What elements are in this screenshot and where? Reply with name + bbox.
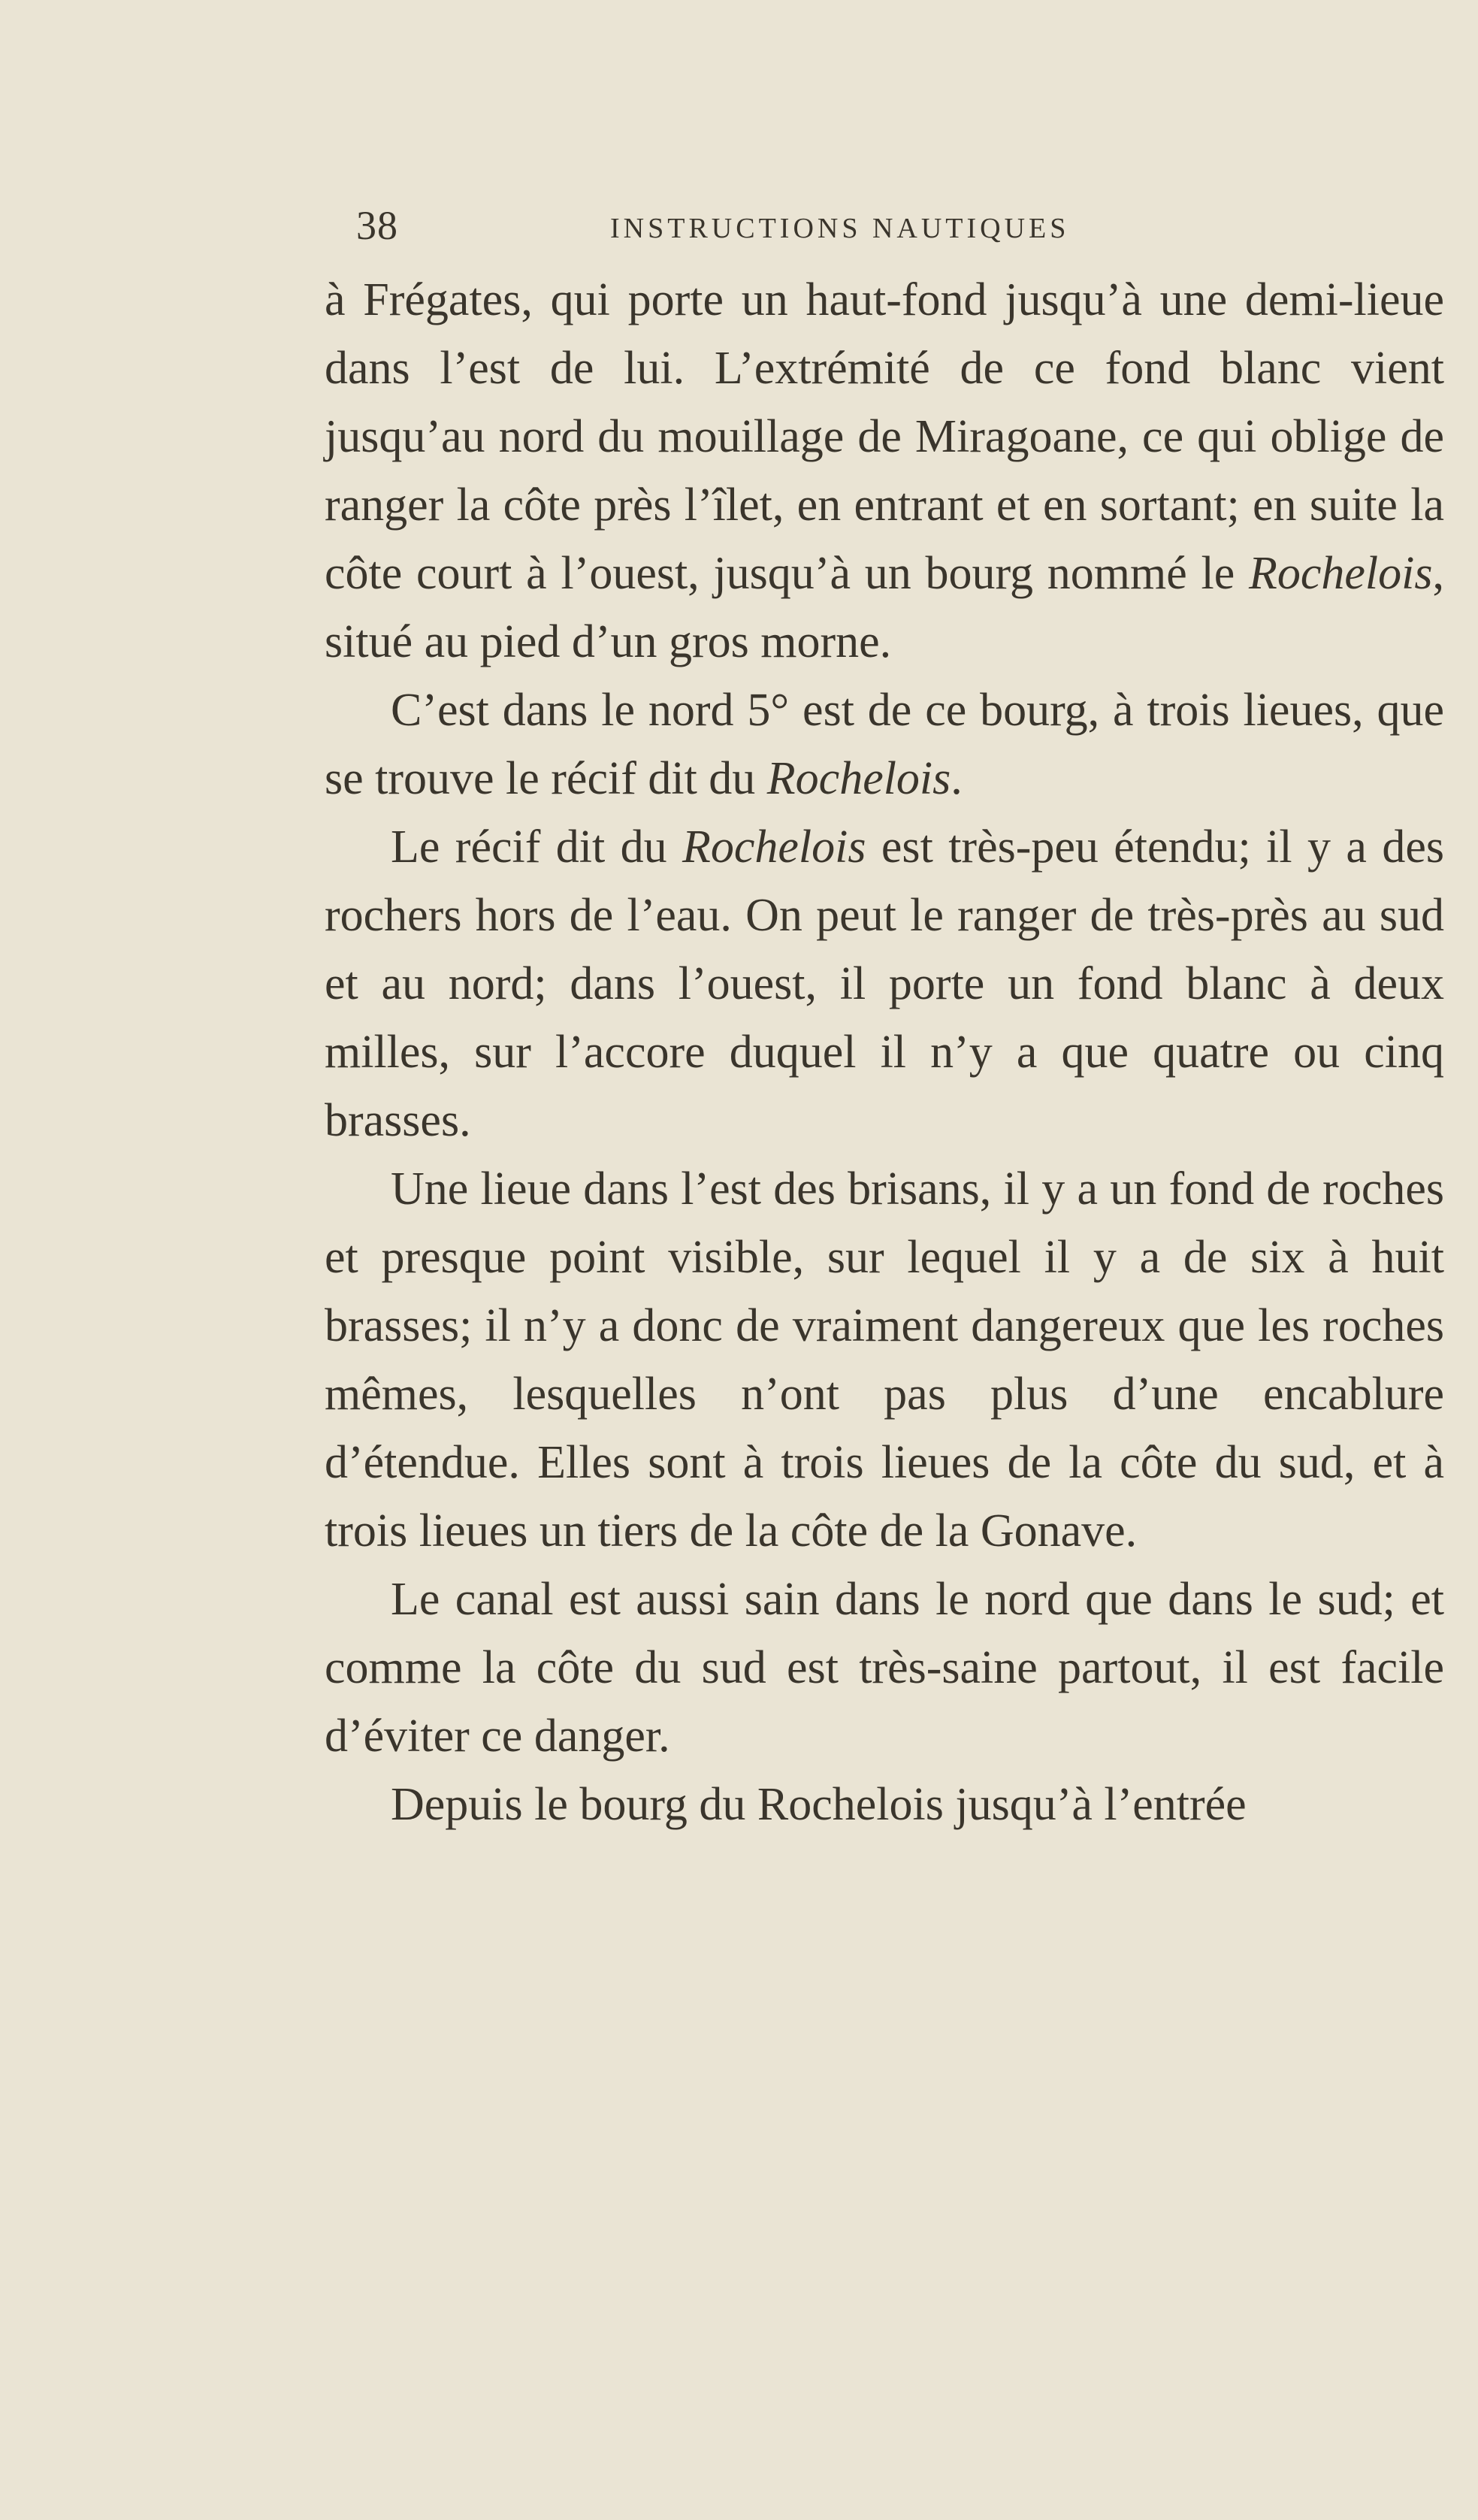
paragraph-2-text-b: . — [951, 753, 963, 804]
paragraph-4: Une lieue dans l’est des brisans, il y a un fond de roches et presque point visible, sur lequel il y a de six à huit brasses; il n’y a donc de vraiment dangereux que les roches mêmes, lesquelles n’ont pas plus d’une encablure d’étendue. Elles sont à trois lieues de la côte du sud, et à trois lieues un tiers de la côte de la Gonave. — [325, 1163, 1444, 1556]
place-name-rochelois: Rochelois — [682, 821, 866, 873]
paragraph-5: Le canal est aussi sain dans le nord que dans le sud; et comme la côte du sud est très-saine partout, il est facile d’éviter ce danger. — [325, 1574, 1444, 1762]
paragraph-1 — [325, 266, 1444, 676]
body-text — [325, 266, 1444, 1839]
running-title: INSTRUCTIONS NAUTIQUES — [610, 213, 1070, 244]
paragraph-6: Depuis le bourg du Rochelois jusqu’à l’entrée — [391, 1779, 1247, 1830]
paragraph-2-text-a: C’est dans le nord 5° est de ce bourg, à trois lieues, que se trouve le récif dit du — [325, 685, 1444, 804]
paragraph-3-text-a: Le récif dit du — [391, 821, 683, 873]
paragraph-1-text-a: à Frégates, qui porte un haut-fond jusqu’à une demi-lieue dans l’est de lui. L’extrémité de ce fond blanc vient jusqu’au nord du mouillage de Miragoane, ce qui oblige de ranger la côte près l’îlet, en entrant et en sortant; en suite la côte court à l’ouest, jusqu’à un bourg nommé le — [325, 274, 1444, 599]
paragraph-3-text-b: est très-peu étendu; il y a des rochers hors de l’eau. On peut le ranger de très-près au sud et au nord; dans l’ouest, il porte un fond blanc à deux milles, sur l’accore duquel il n’y a que quatre ou cinq brasses. — [325, 821, 1444, 1146]
paragraph-1-text-b: , situé au pied d’un gros morne. — [325, 548, 1444, 667]
place-name-rochelois: Rochelois — [1249, 548, 1433, 599]
page-header — [356, 203, 1446, 256]
paragraph-3 — [325, 813, 1444, 1155]
place-name-rochelois: Rochelois — [766, 753, 951, 804]
page-number: 38 — [356, 203, 398, 248]
paragraph-2 — [325, 676, 1444, 813]
